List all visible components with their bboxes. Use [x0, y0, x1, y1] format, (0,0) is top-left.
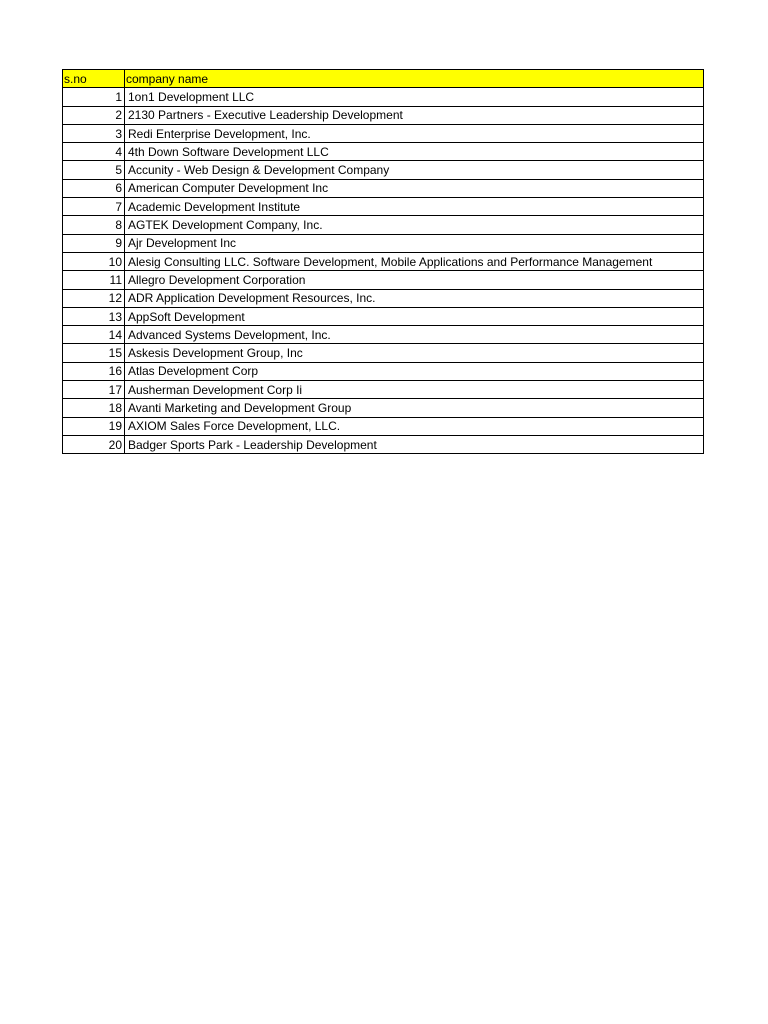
row-company-name: 2130 Partners - Executive Leadership Development [125, 106, 704, 124]
table-row [63, 289, 704, 307]
row-sno: 13 [63, 307, 125, 325]
row-company-name: 1on1 Development LLC [125, 88, 704, 106]
row-sno: 2 [63, 106, 125, 124]
row-sno: 5 [63, 161, 125, 179]
row-company-name: Askesis Development Group, Inc [125, 344, 704, 362]
row-company-name: Avanti Marketing and Development Group [125, 399, 704, 417]
row-sno: 1 [63, 88, 125, 106]
row-sno: 8 [63, 216, 125, 234]
row-sno: 12 [63, 289, 125, 307]
row-company-name: Alesig Consulting LLC. Software Development, Mobile Applications and Performance Management [125, 252, 704, 270]
row-sno: 9 [63, 234, 125, 252]
table-row [63, 399, 704, 417]
row-company-name: AGTEK Development Company, Inc. [125, 216, 704, 234]
table-row [63, 307, 704, 325]
row-sno: 19 [63, 417, 125, 435]
table-row [63, 417, 704, 435]
table-row [63, 179, 704, 197]
row-sno: 11 [63, 271, 125, 289]
row-company-name: ADR Application Development Resources, Inc. [125, 289, 704, 307]
header-sno: s.no [63, 70, 125, 88]
row-company-name: American Computer Development Inc [125, 179, 704, 197]
row-sno: 4 [63, 143, 125, 161]
row-company-name: Advanced Systems Development, Inc. [125, 326, 704, 344]
row-company-name: Accunity - Web Design & Development Company [125, 161, 704, 179]
row-company-name: Academic Development Institute [125, 198, 704, 216]
table-row [63, 143, 704, 161]
row-sno: 18 [63, 399, 125, 417]
row-sno: 17 [63, 381, 125, 399]
table-header-row [63, 70, 704, 88]
row-sno: 7 [63, 198, 125, 216]
row-sno: 15 [63, 344, 125, 362]
row-company-name: AXIOM Sales Force Development, LLC. [125, 417, 704, 435]
row-sno: 20 [63, 435, 125, 453]
row-sno: 10 [63, 252, 125, 270]
table-row [63, 362, 704, 380]
table-row [63, 198, 704, 216]
table-row [63, 381, 704, 399]
table-row [63, 106, 704, 124]
table-row [63, 216, 704, 234]
row-company-name: Redi Enterprise Development, Inc. [125, 124, 704, 142]
table-row [63, 326, 704, 344]
row-sno: 14 [63, 326, 125, 344]
row-company-name: Ajr Development Inc [125, 234, 704, 252]
table-row [63, 435, 704, 453]
row-company-name: 4th Down Software Development LLC [125, 143, 704, 161]
row-company-name: Atlas Development Corp [125, 362, 704, 380]
row-sno: 3 [63, 124, 125, 142]
table-row [63, 88, 704, 106]
table-row [63, 252, 704, 270]
row-company-name: Ausherman Development Corp Ii [125, 381, 704, 399]
table-row [63, 234, 704, 252]
table-row [63, 271, 704, 289]
row-company-name: AppSoft Development [125, 307, 704, 325]
row-company-name: Badger Sports Park - Leadership Development [125, 435, 704, 453]
table-row [63, 124, 704, 142]
company-table [62, 69, 704, 454]
table-row [63, 344, 704, 362]
row-sno: 6 [63, 179, 125, 197]
header-company-name: company name [125, 70, 704, 88]
row-sno: 16 [63, 362, 125, 380]
table-row [63, 161, 704, 179]
row-company-name: Allegro Development Corporation [125, 271, 704, 289]
